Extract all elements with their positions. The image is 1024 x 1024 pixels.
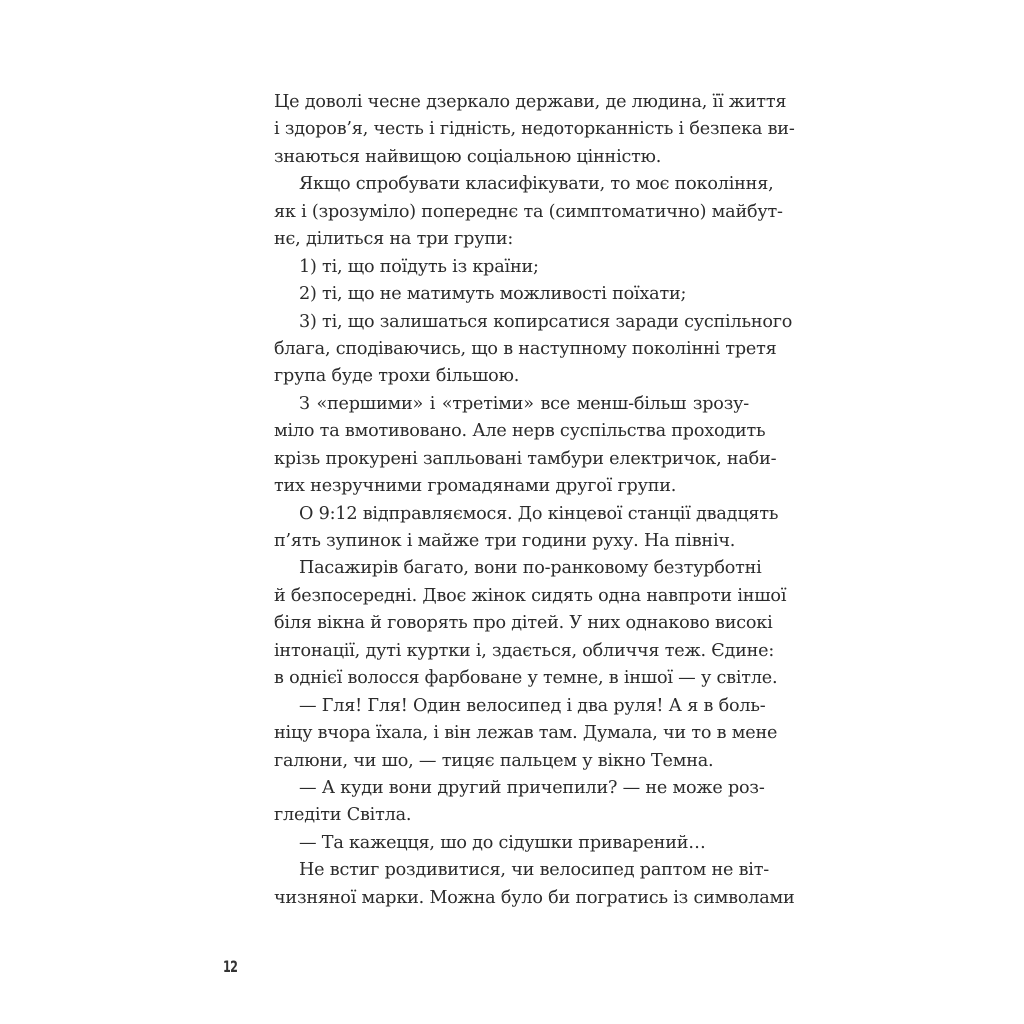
text-line: інтонації, дуті куртки і, здається, обличчя теж. Єдине:	[274, 640, 775, 661]
dialogue-line: галюни, чи шо, — тицяє пальцем у вікно Темна.	[274, 750, 714, 771]
text-line: як і (зрозуміло) попереднє та (симптоматично) майбут-	[274, 201, 783, 222]
dialogue-line: — Гля! Гля! Один велосипед і два руля! А я в боль-	[299, 695, 766, 716]
text-line: Це доволі чесне дзеркало держави, де людина, її життя	[274, 92, 787, 112]
list-item: 3) ті, що залишаться копирсатися заради суспільного	[299, 311, 793, 332]
page-number: 12	[223, 957, 238, 976]
text-line: Якщо спробувати класифікувати, то моє покоління,	[299, 174, 774, 195]
body-text	[274, 89, 795, 912]
text-line: блага, сподіваючись, що в наступному поколінні третя	[274, 338, 777, 359]
text-line: Не встиг роздивитися, чи велосипед раптом не віт-	[299, 860, 770, 881]
text-line: нє, ділиться на три групи:	[274, 229, 514, 250]
dialogue-line: — Та кажецця, шо до сідушки приварений…	[299, 832, 706, 853]
text-line: група буде трохи більшою.	[274, 366, 520, 387]
text-line: і здоров’я, честь і гідність, недоторканність і безпека ви-	[274, 119, 795, 140]
text-line: міло та вмотивовано. Але нерв суспільства проходить	[274, 421, 766, 442]
list-item: 2) ті, що не матимуть можливості поїхати;	[299, 284, 687, 305]
text-line: й безпосередні. Двоє жінок сидять одна навпроти іншої	[274, 585, 787, 606]
text-line: в однієї волосся фарбоване у темне, в іншої — у світле.	[274, 668, 778, 689]
dialogue-line: гледіти Світла.	[274, 805, 412, 826]
list-item: 1) ті, що поїдуть із країни;	[299, 256, 539, 277]
dialogue-line: ніцу вчора їхала, і він лежав там. Думала, чи то в мене	[274, 723, 778, 744]
text-line: З «першими» і «третіми» все менш-більш зрозу-	[299, 393, 749, 414]
text-line: п’ять зупинок і майже три години руху. На північ.	[274, 531, 736, 551]
dialogue-line: — А куди вони другий причепили? — не може роз-	[299, 777, 765, 798]
text-line: біля вікна й говорять про дітей. У них однаково високі	[274, 613, 773, 634]
text-line: Пасажирів багато, вони по-ранковому безтурботні	[299, 558, 762, 579]
text-line: тих незручними громадянами другої групи.	[274, 476, 677, 497]
text-line: чизняної марки. Можна було би погратись із символами	[274, 887, 795, 908]
text-line: знаються найвищою соціальною цінністю.	[274, 146, 662, 167]
text-line: крізь прокурені запльовані тамбури електричок, наби-	[274, 448, 777, 469]
text-line: О 9:12 відправляємося. До кінцевої станції двадцять	[299, 503, 779, 524]
